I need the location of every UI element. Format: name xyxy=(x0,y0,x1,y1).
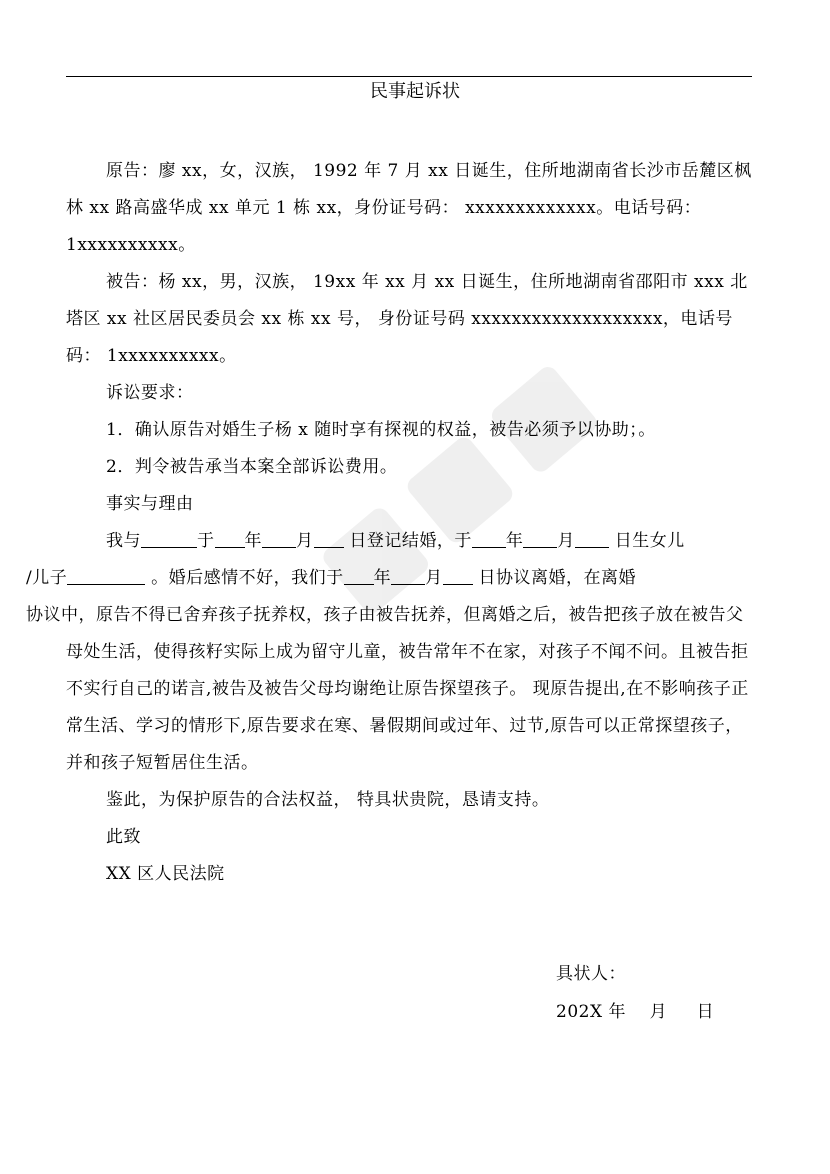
blank-field xyxy=(391,566,425,585)
blank-field xyxy=(575,529,609,548)
facts-text: 月 xyxy=(296,531,314,551)
facts-text: 日协议离婚，在离婚 xyxy=(472,568,637,588)
blank-field xyxy=(314,529,344,548)
court-name: XX 区人民法院 xyxy=(106,864,225,884)
facts-text: 。婚后感情不好，我们于 xyxy=(145,568,344,588)
blank-field xyxy=(262,529,296,548)
signer-label: 具状人： xyxy=(556,964,626,984)
facts-heading: 事实与理由 xyxy=(106,494,194,514)
date-line: 202X 年 月 日 xyxy=(556,1002,715,1022)
facts-text: 年 xyxy=(373,568,392,588)
blank-field xyxy=(215,529,245,548)
defendant-paragraph: 被告：杨 xx，男，汉族， 19xx 年 xx 月 xx 日诞生，住所地湖南省邵阳市 xxx 北塔区 xx 社区居民委员会 xx 栋 xx 号， 身份证号码 xxxxxxxxxxxxxxxxxxx，电话号码： 1xxxxxxxxxx。 xyxy=(66,272,748,366)
facts-text: 年 xyxy=(244,531,262,551)
plaintiff-paragraph: 原告：廖 xx，女，汉族， 1992 年 7 月 xx 日诞生，住所地湖南省长沙市岳麓区枫林 xx 路高盛华成 xx 单元 1 栋 xx，身份证号码： xxxxxxxxxxxxx。电话号码：1xxxxxxxxxx。 xyxy=(66,161,752,255)
facts-text: 我与 xyxy=(106,531,141,551)
facts-text: 日生女儿 xyxy=(608,531,685,551)
facts-text: 日登记结婚，于 xyxy=(343,531,472,551)
document-title: 民事起诉状 xyxy=(370,81,460,102)
header-rule xyxy=(66,76,752,77)
blank-field xyxy=(141,529,197,548)
blank-field xyxy=(67,566,145,585)
facts-text: 于 xyxy=(197,531,215,551)
claim-item-2: 2．判令被告承当本案全部诉讼费用。 xyxy=(106,457,398,477)
facts-paragraph xyxy=(26,523,752,782)
facts-text: 月 xyxy=(557,531,575,551)
claims-heading: 诉讼要求： xyxy=(106,383,194,403)
facts-text: /儿子 xyxy=(26,568,68,588)
document-body xyxy=(26,153,752,893)
blank-field xyxy=(344,566,374,585)
facts-text: 协议中，原告不得已舍弃孩子抚养权，孩子由被告抚养，但离婚之后，被告把孩子放在被告父母处生活，使得孩籽实际上成为留守儿童，被告常年不在家，对孩子不闻不问。且被告拒不实行自己的诺言,被告及被告父母均谢绝让原告探望孩子。 现原告提出,在不影响孩子正常生活、学习的情形下,原告要求在寒、暑假期间或过年、过节,原告可以正常探望孩子， 并和孩子短暂居住生活。 xyxy=(26,605,749,773)
blank-field xyxy=(443,566,473,585)
claim-item-1: 1．确认原告对婚生子杨 x 随时享有探视的权益，被告必须予以协助；。 xyxy=(106,420,656,440)
facts-text: 年 xyxy=(505,531,524,551)
blank-field xyxy=(472,529,506,548)
blank-field xyxy=(523,529,557,548)
salutation: 此致 xyxy=(106,827,141,847)
conclusion-paragraph: 鉴此，为保护原告的合法权益， 特具状贵院，恳请支持。 xyxy=(106,790,550,810)
facts-text: 月 xyxy=(425,568,443,588)
